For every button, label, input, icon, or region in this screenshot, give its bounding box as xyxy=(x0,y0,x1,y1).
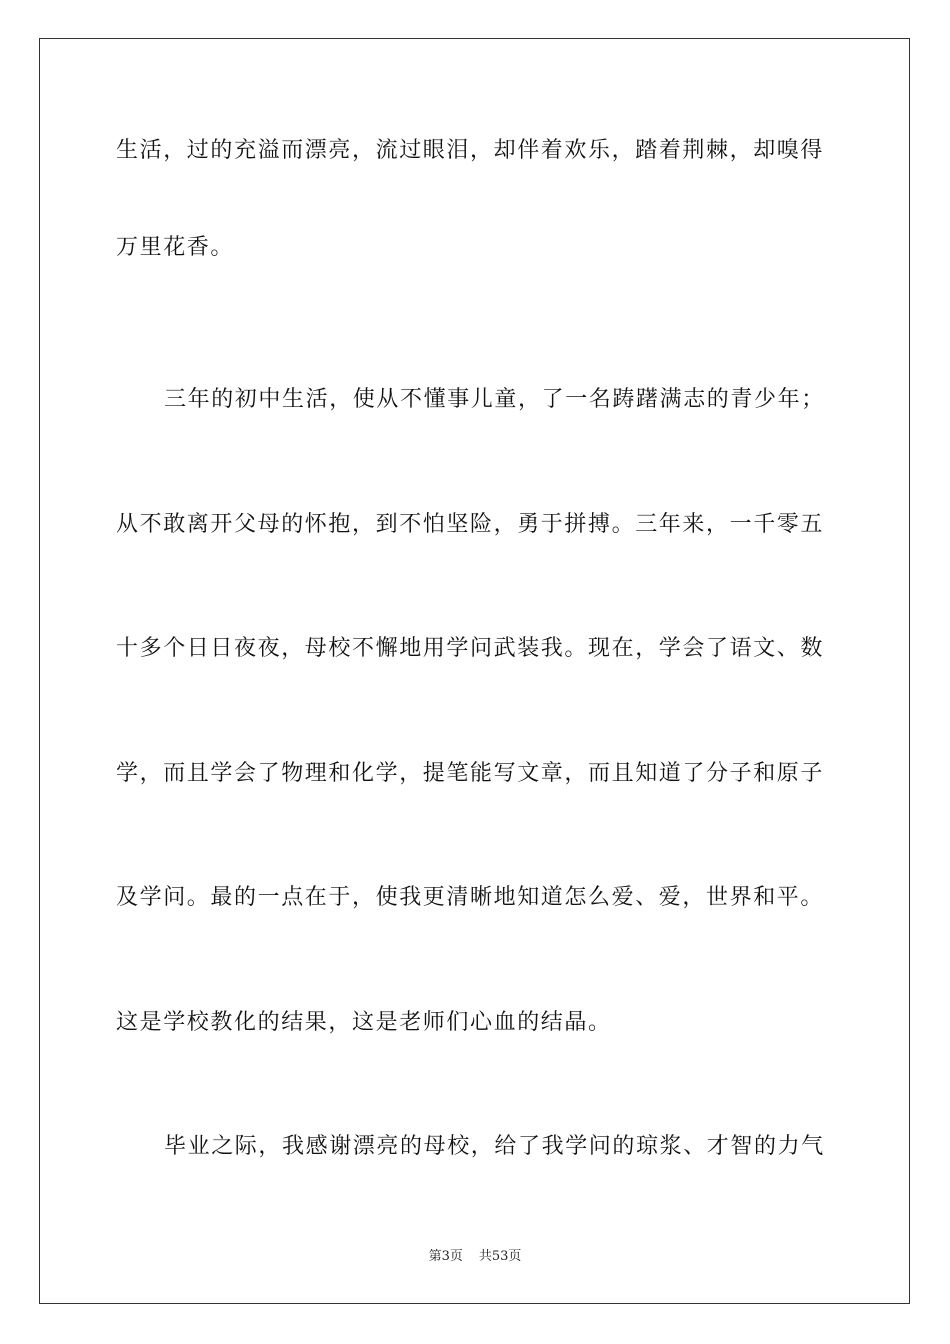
page-border xyxy=(39,38,910,1304)
text-line-3: 三年的初中生活，使从不懂事儿童，了一名踌躇满志的青少年； xyxy=(164,387,825,412)
text-line-9: 毕业之际，我感谢漂亮的母校，给了我学问的琼浆、才智的力气 xyxy=(164,1134,825,1159)
text-line-6: 学，而且学会了物理和化学，提笔能写文章，而且知道了分子和原子 xyxy=(116,761,825,786)
text-line-8: 这是学校教化的结果，这是老师们心血的结晶。 xyxy=(116,1010,612,1035)
page-number: 第3页 xyxy=(428,1249,463,1264)
text-line-2: 万里花香。 xyxy=(116,235,235,260)
text-line-5: 十多个日日夜夜，母校不懈地用学问武装我。现在，学会了语文、数 xyxy=(116,636,825,661)
text-line-4: 从不敢离开父母的怀抱，到不怕坚险，勇于拼搏。三年来，一千零五 xyxy=(116,512,825,537)
text-line-7: 及学问。最的一点在于，使我更清晰地知道怎么爱、爱，世界和平。 xyxy=(116,885,825,910)
page-footer xyxy=(0,1248,950,1266)
text-line-1: 生活，过的充溢而漂亮，流过眼泪，却伴着欢乐，踏着荆棘，却嗅得 xyxy=(116,138,825,163)
page-total: 共53页 xyxy=(478,1249,522,1264)
